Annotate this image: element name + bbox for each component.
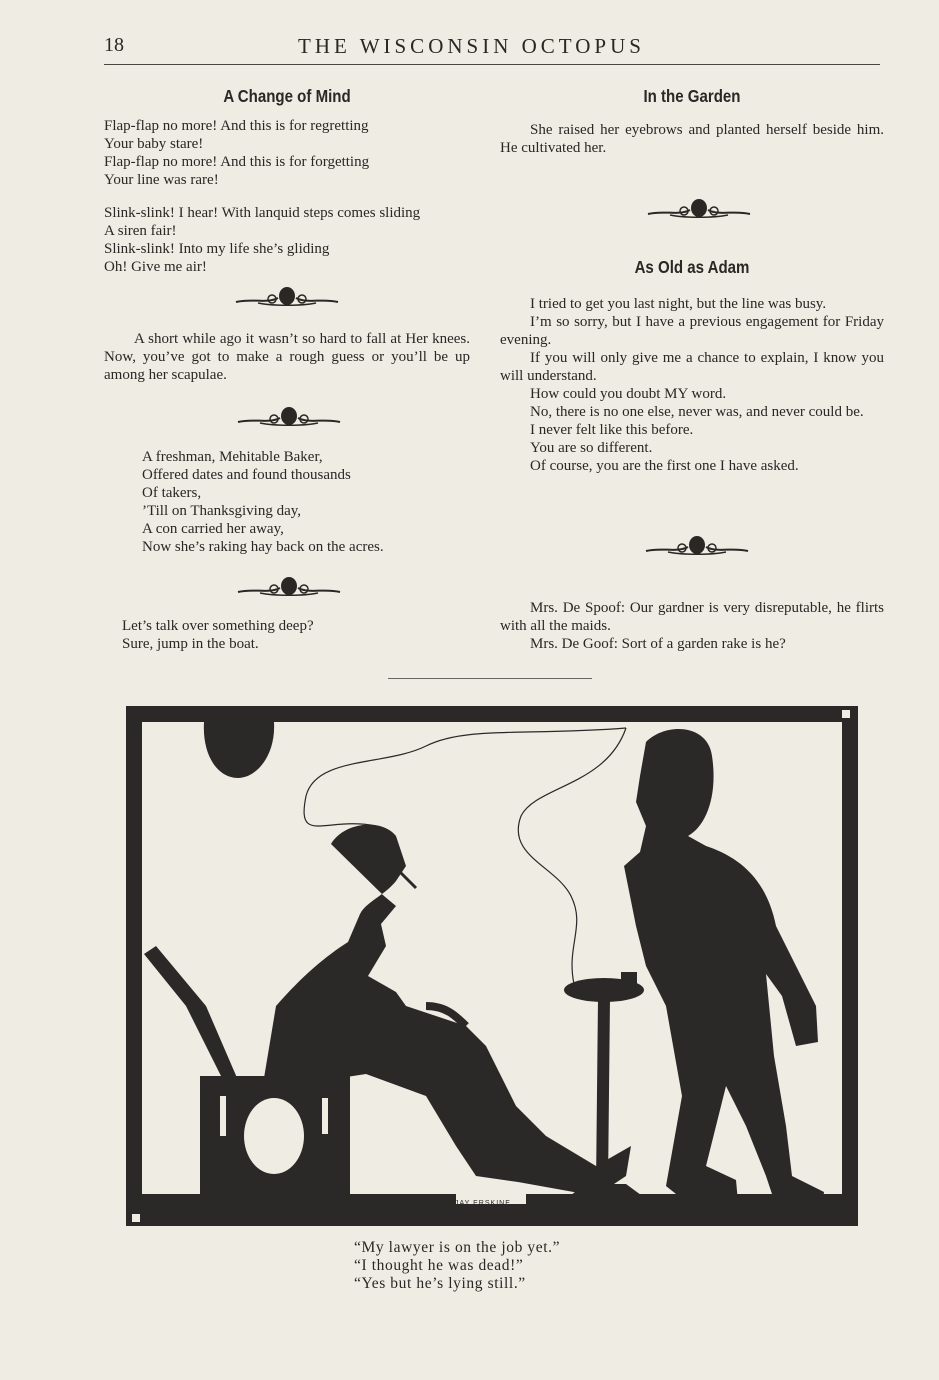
poem-stanza-1 xyxy=(104,117,369,189)
heading-as-old-as-adam: As Old as Adam xyxy=(634,257,750,277)
poem-line: Oh! Give me air! xyxy=(104,259,207,275)
illustration-caption xyxy=(354,1239,560,1293)
joke-line: Mrs. De Goof: Sort of a garden rake is he? xyxy=(530,636,786,652)
dialogue-line: Of course, you are the first one I have asked. xyxy=(530,458,799,474)
joke-line: Let’s talk over something deep? xyxy=(122,618,314,634)
paragraph-short-while: A short while ago it wasn’t so hard to fall at Her knees. Now, you’ve got to make a rough guess or you’ll be up among her scapulae. xyxy=(104,331,470,383)
caption-line: “My lawyer is on the job yet.” xyxy=(354,1239,561,1256)
section-divider xyxy=(388,678,592,679)
poem-stanza-2 xyxy=(104,204,420,276)
dialogue-line: You are so different. xyxy=(530,440,653,456)
ornament-icon xyxy=(234,574,344,598)
paragraph-garden: She raised her eyebrows and planted herself beside him. He cultivated her. xyxy=(500,122,884,156)
poem-line: A siren fair! xyxy=(104,223,177,239)
ornament-icon xyxy=(232,284,342,308)
poem-line: Now she’s raking hay back on the acres. xyxy=(142,539,384,555)
ornament-icon xyxy=(644,196,754,220)
ornament-icon xyxy=(642,533,752,557)
dialogue-line: No, there is no one else, never was, and never could be. xyxy=(530,404,864,420)
dialogue-as-old-as-adam xyxy=(500,295,884,475)
header-rule xyxy=(104,64,880,65)
poem-line: ’Till on Thanksgiving day, xyxy=(142,503,302,519)
running-title: THE WISCONSIN OCTOPUS xyxy=(298,34,645,58)
dialogue-line: How could you doubt MY word. xyxy=(530,386,727,402)
joke-de-spoof xyxy=(500,599,884,653)
poem-line: Slink-slink! I hear! With lanquid steps comes sliding xyxy=(104,205,421,221)
dialogue-line: I’m so sorry, but I have a previous engagement for Friday evening. xyxy=(500,314,884,348)
ornament-icon xyxy=(234,404,344,428)
limerick-freshman xyxy=(142,448,384,556)
joke-line: Sure, jump in the boat. xyxy=(122,636,259,652)
poem-line: Slink-slink! Into my life she’s gliding xyxy=(104,241,330,257)
dialogue-line: If you will only give me a chance to explain, I know you will understand. xyxy=(500,350,884,384)
caption-line: “Yes but he’s lying still.” xyxy=(354,1275,526,1292)
poem-line: Flap-flap no more! And this is for forgetting xyxy=(104,154,370,170)
silhouette-illustration xyxy=(126,706,858,1226)
poem-line: Of takers, xyxy=(142,485,202,501)
poem-line: A con carried her away, xyxy=(142,521,284,537)
poem-line: Your baby stare! xyxy=(104,136,204,152)
heading-in-the-garden: In the Garden xyxy=(643,86,741,106)
poem-line: A freshman, Mehitable Baker, xyxy=(142,449,323,465)
page-number: 18 xyxy=(104,34,124,56)
poem-line: Your line was rare! xyxy=(104,172,219,188)
joke-line: Mrs. De Spoof: Our gardner is very disreputable, he flirts with all the maids. xyxy=(500,600,884,634)
poem-line: Offered dates and found thousands xyxy=(142,467,351,483)
caption-line: “I thought he was dead!” xyxy=(354,1257,524,1274)
dialogue-line: I tried to get you last night, but the line was busy. xyxy=(530,296,827,312)
poem-line: Flap-flap no more! And this is for regretting xyxy=(104,118,369,134)
heading-change-of-mind: A Change of Mind xyxy=(223,86,351,106)
artist-signature: JAY ERSKINE xyxy=(455,1200,511,1207)
dialogue-line: I never felt like this before. xyxy=(530,422,694,438)
joke-talk-over xyxy=(122,617,314,653)
